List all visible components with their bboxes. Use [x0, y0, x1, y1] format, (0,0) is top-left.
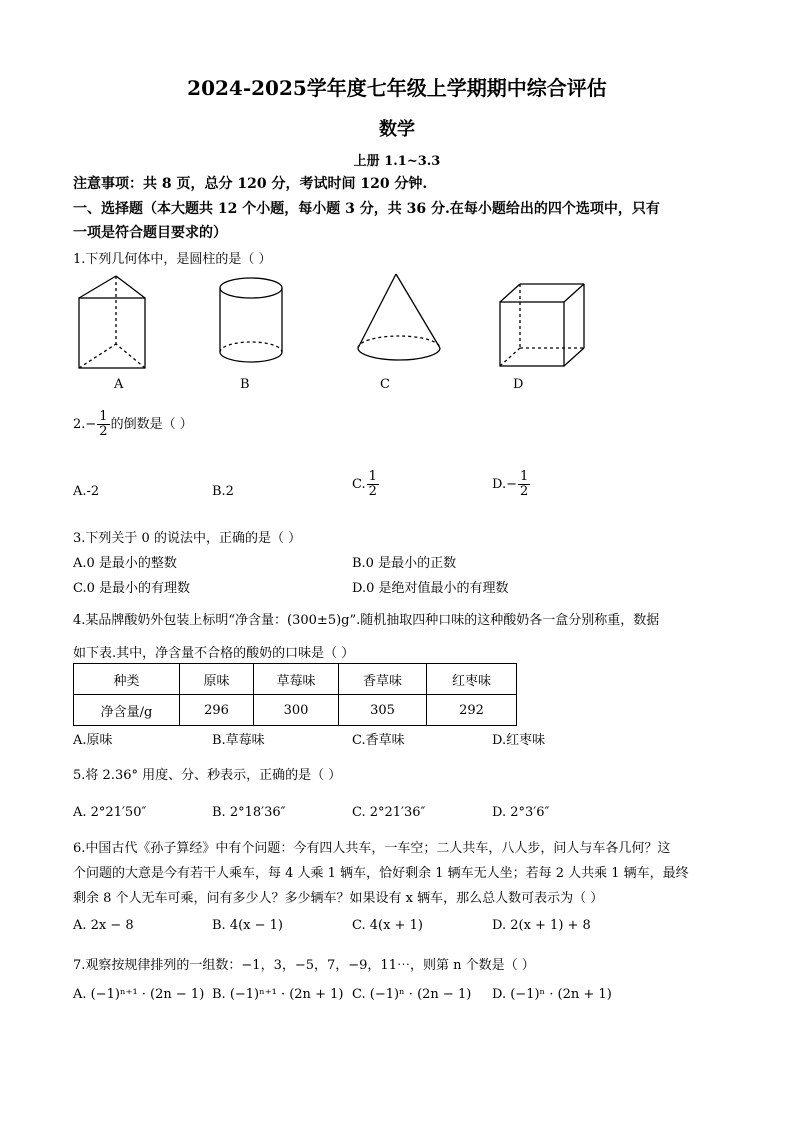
q6-option-a: A. 2x − 8 — [73, 918, 134, 933]
table-cell: 300 — [254, 695, 339, 726]
q5-option-d: D. 2°3′6″ — [492, 805, 550, 820]
q6-option-d: D. 2(x + 1) + 8 — [492, 918, 591, 933]
q1-label-a: A — [114, 377, 124, 392]
table-cell: 净含量/g — [74, 695, 180, 726]
q2-option-c-fraction — [367, 470, 379, 499]
table-cell: 香草味 — [339, 664, 427, 695]
q5-option-a: A. 2°21′50″ — [73, 805, 147, 820]
section-heading-line1: 一、选择题（本大题共 12 个小题，每小题 3 分，共 36 分.在每小题给出的四个选项中，只有 — [73, 201, 660, 217]
q2-option-a: A.-2 — [73, 484, 100, 499]
scope-label: 上册 1.1~3.3 — [353, 154, 441, 169]
q1-stem: 1.下列几何体中，是圆柱的是（ ） — [73, 252, 272, 267]
q4-table — [73, 663, 517, 726]
q1-label-d: D — [513, 377, 524, 392]
q7-option-b: B. (−1)ⁿ⁺¹ · (2n + 1) — [212, 987, 344, 1002]
q2-prefix: 2.− — [73, 417, 97, 432]
table-cell: 红枣味 — [427, 664, 517, 695]
q1-label-c: C — [380, 377, 390, 392]
cube-figure — [496, 272, 590, 372]
q1-label-b: B — [240, 377, 250, 392]
q5-stem: 5.将 2.36° 用度、分、秒表示，正确的是（ ） — [73, 768, 342, 783]
q2-option-d-fraction — [518, 470, 530, 499]
subject-title: 数学 — [379, 119, 415, 140]
q6-line2: 个问题的大意是今有若干人乘车，每 4 人乘 1 辆车，恰好剩余 1 辆车无人坐；若每 2 人共乘 1 辆车，最终 — [73, 866, 689, 881]
q6-option-b: B. 4(x − 1) — [212, 918, 283, 933]
q5-option-b: B. 2°18′36″ — [212, 805, 286, 820]
q2-option-c-prefix: C. — [352, 477, 366, 492]
table-cell: 草莓味 — [254, 664, 339, 695]
table-row — [74, 664, 517, 695]
exam-title: 2024-2025学年度七年级上学期期中综合评估 — [187, 76, 607, 100]
q4-option-d: D.红枣味 — [492, 733, 546, 748]
table-cell: 305 — [339, 695, 427, 726]
q3-option-c: C.0 是最小的有理数 — [73, 581, 191, 596]
q3-option-a: A.0 是最小的整数 — [73, 556, 177, 571]
q7-stem: 7.观察按规律排列的一组数：−1，3，−5，7，−9，11⋯，则第 n 个数是（ ） — [73, 958, 535, 973]
q4-option-c: C.香草味 — [352, 733, 405, 748]
q2-option-d-den: 2 — [519, 484, 529, 499]
q2-option-c — [352, 470, 380, 499]
table-cell: 296 — [180, 695, 254, 726]
q2-option-d-prefix: D.− — [492, 477, 517, 492]
q2-denominator: 2 — [99, 424, 108, 439]
table-cell: 种类 — [74, 664, 180, 695]
prism-figure — [72, 272, 158, 372]
q2-fraction — [97, 410, 109, 439]
q7-option-d: D. (−1)ⁿ · (2n + 1) — [492, 987, 612, 1002]
q4-option-b: B.草莓味 — [212, 733, 265, 748]
section-heading-line2: 一项是符合题目要求的） — [73, 225, 227, 241]
q3-option-d: D.0 是绝对值最小的有理数 — [352, 581, 509, 596]
q2-numerator: 1 — [99, 409, 108, 424]
q3-option-b: B.0 是最小的正数 — [352, 556, 457, 571]
q4-line1: 4.某品牌酸奶外包装上标明“净含量：(300±5)g”.随机抽取四种口味的这种酸奶各一盒分别称重，数据 — [73, 613, 660, 628]
q7-option-a: A. (−1)ⁿ⁺¹ · (2n − 1) — [73, 987, 205, 1002]
q2-option-d-num: 1 — [519, 469, 529, 484]
cone-figure — [352, 272, 448, 376]
table-row — [74, 695, 517, 726]
q2-suffix: 的倒数是（ ） — [110, 417, 193, 432]
q2-option-c-num: 1 — [368, 469, 377, 484]
q7-option-c: C. (−1)ⁿ · (2n − 1) — [352, 987, 472, 1002]
table-cell: 292 — [427, 695, 517, 726]
table-cell: 原味 — [180, 664, 254, 695]
cylinder-figure — [214, 272, 292, 372]
notice: 注意事项：共 8 页，总分 120 分，考试时间 120 分钟. — [73, 176, 428, 192]
q2-option-d — [492, 470, 531, 499]
q6-line1: 6.中国古代《孙子算经》中有个问题：今有四人共车，一车空；二人共车，八人步，问人与车各几何？这 — [73, 841, 671, 856]
q5-option-c: C. 2°21′36″ — [352, 805, 426, 820]
q2-option-c-den: 2 — [368, 484, 377, 499]
q6-option-c: C. 4(x + 1) — [352, 918, 423, 933]
q2-option-b: B.2 — [212, 484, 234, 499]
q3-stem: 3.下列关于 0 的说法中，正确的是（ ） — [73, 531, 302, 546]
q6-line3: 剩余 8 个人无车可乘，问有多少人？多少辆车？如果设有 x 辆车，那么总人数可表示为（ ） — [73, 891, 604, 906]
q2-stem — [73, 410, 193, 439]
q4-option-a: A.原味 — [73, 733, 113, 748]
q4-line2: 如下表.其中，净含量不合格的酸奶的口味是（ ） — [73, 646, 355, 661]
